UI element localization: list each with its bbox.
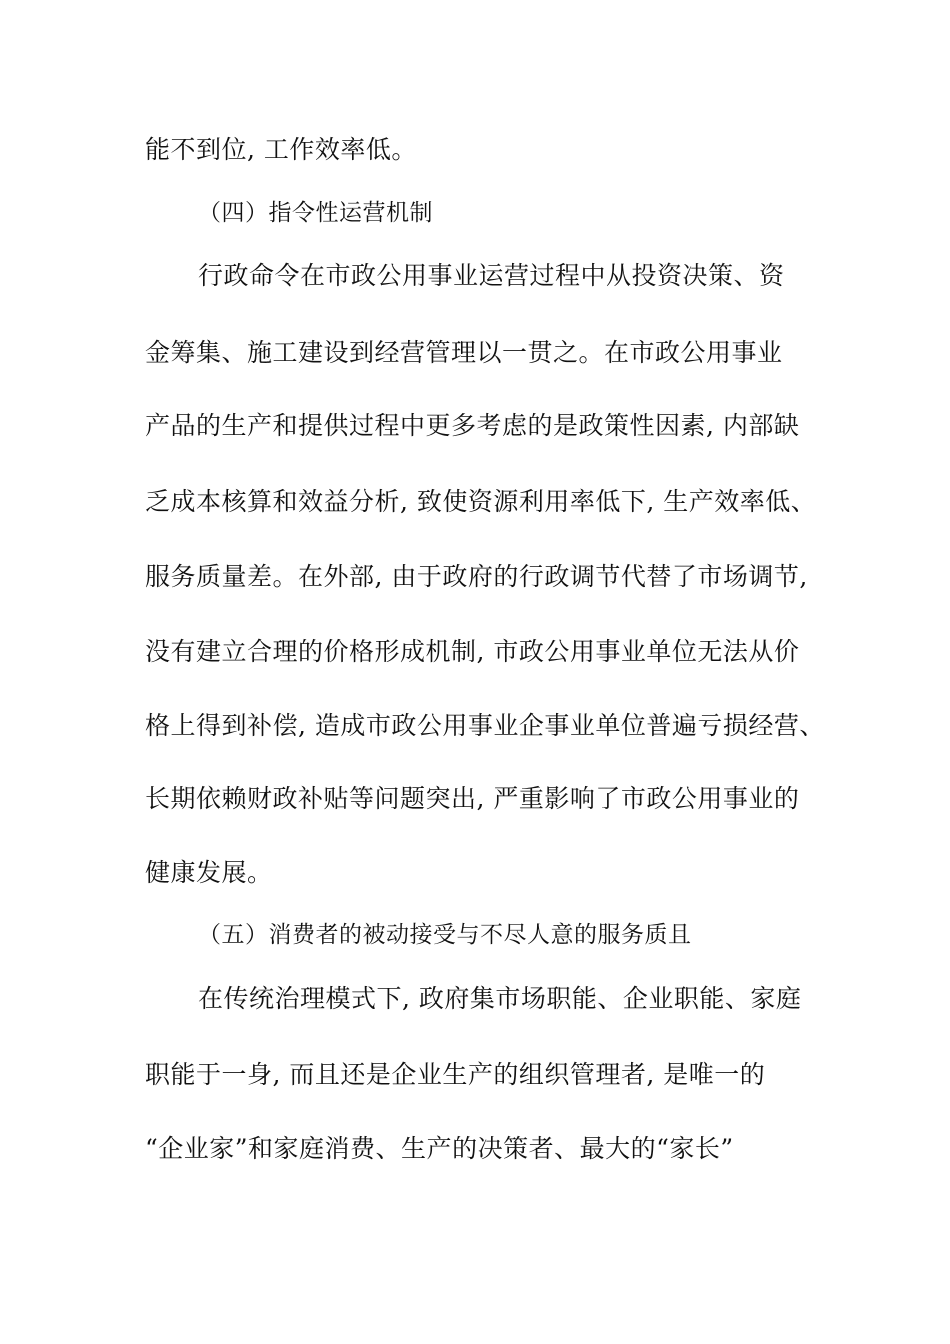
text-line: 服务质量差。在外部, 由于政府的行政调节代替了市场调节, [145, 562, 808, 591]
text-line: 能不到位, 工作效率低。 [145, 135, 417, 164]
section-heading: （四）指令性运营机制 [198, 200, 433, 226]
text-line: 在传统治理模式下, 政府集市场职能、企业职能、家庭 [198, 984, 802, 1013]
text-line: 长期依赖财政补贴等问题突出, 严重影响了市政公用事业的 [145, 784, 800, 813]
text-line: 金筹集、施工建设到经营管理以一贯之。在市政公用事业 [145, 338, 783, 367]
text-line: 职能于一身, 而且还是企业生产的组织管理者, 是唯一的 [145, 1060, 766, 1089]
text-line: 乏成本核算和效益分析, 致使资源利用率低下, 生产效率低、 [145, 487, 817, 516]
section-heading: （五）消费者的被动接受与不尽人意的服务质且 [198, 922, 692, 948]
text-line: 格上得到补偿, 造成市政公用事业企事业单位普遍亏损经营、 [145, 711, 825, 740]
text-line: 行政命令在市政公用事业运营过程中从投资决策、资 [198, 261, 785, 290]
text-line: “企业家”和家庭消费、生产的决策者、最大的“家长” [145, 1134, 734, 1163]
text-line: 产品的生产和提供过程中更多考虑的是政策性因素, 内部缺 [145, 411, 800, 440]
text-line: 健康发展。 [145, 858, 273, 887]
text-line: 没有建立合理的价格形成机制, 市政公用事业单位无法从价 [145, 637, 800, 666]
